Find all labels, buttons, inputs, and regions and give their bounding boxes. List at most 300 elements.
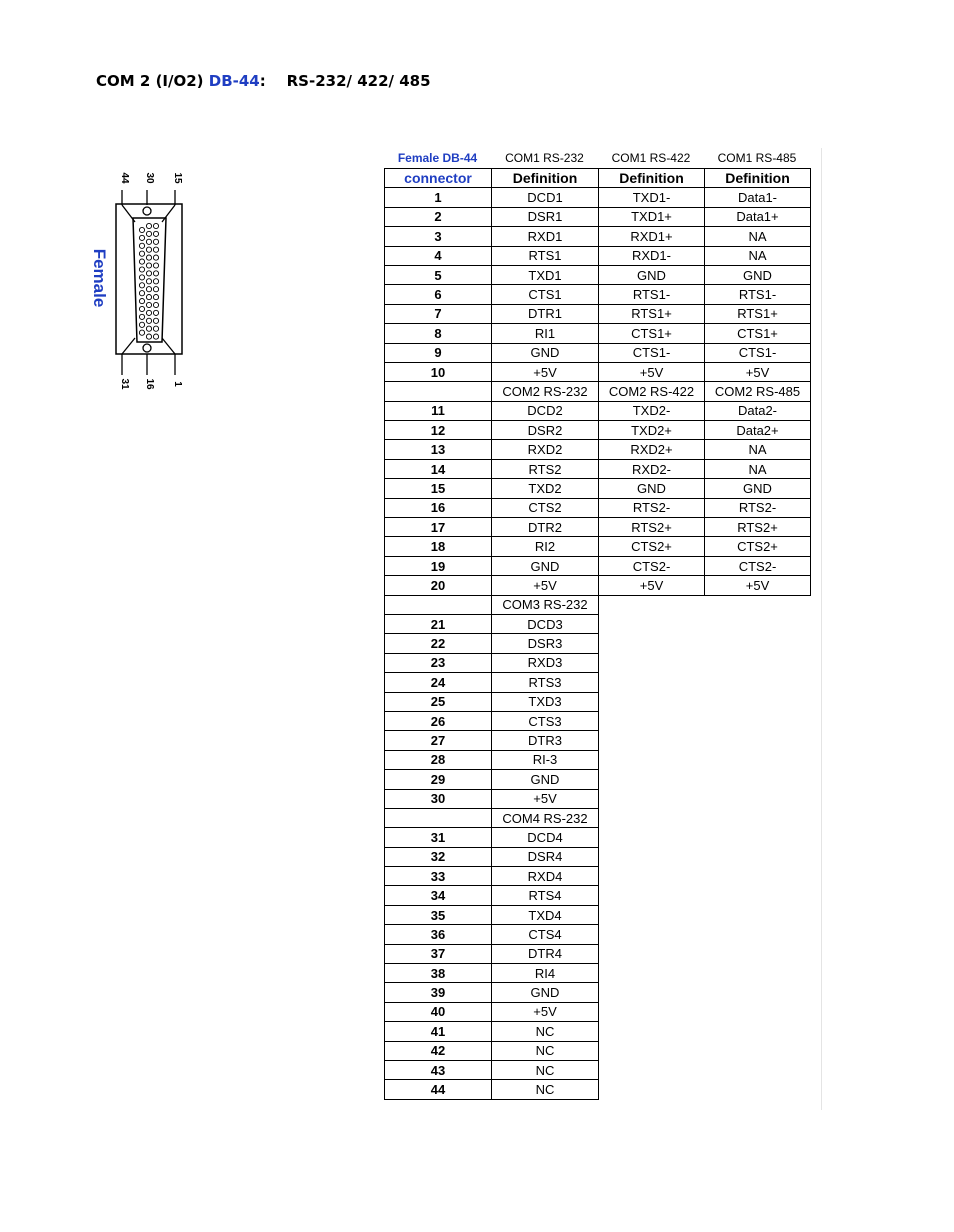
col-header-definition-rs485: Definition — [705, 169, 811, 188]
rs422-definition: TXD2- — [599, 401, 705, 420]
pin-dot — [146, 326, 151, 331]
rs232-definition: RTS1 — [492, 246, 599, 265]
table-row — [385, 1080, 811, 1099]
rs232-definition: DCD4 — [492, 828, 599, 847]
pin-label-1: 1 — [172, 381, 183, 387]
rs232-definition: GND — [492, 770, 599, 789]
rs422-definition: TXD2+ — [599, 421, 705, 440]
table-row — [385, 692, 811, 711]
rs232-definition: NC — [492, 1022, 599, 1041]
pin-number: 18 — [385, 537, 492, 556]
screw-hole-top — [143, 207, 151, 215]
rs232-definition: RI2 — [492, 537, 599, 556]
pin-number: 27 — [385, 731, 492, 750]
pin-dot — [139, 291, 144, 296]
table-row — [385, 944, 811, 963]
rs232-definition: RTS4 — [492, 886, 599, 905]
rs232-definition: RTS2 — [492, 459, 599, 478]
rs232-definition: CTS3 — [492, 711, 599, 730]
pin-label-31: 31 — [119, 378, 130, 390]
pin-number: 4 — [385, 246, 492, 265]
title-colon: : — [259, 72, 266, 90]
rs232-definition: NC — [492, 1060, 599, 1079]
table-row — [385, 227, 811, 246]
connector-pins — [139, 223, 158, 339]
empty-cell — [705, 614, 811, 633]
pin-number: 19 — [385, 556, 492, 575]
table-row — [385, 207, 811, 226]
table-row — [385, 614, 811, 633]
pin-dot — [139, 275, 144, 280]
pin-dot — [146, 287, 151, 292]
rs485-definition: +5V — [705, 362, 811, 381]
pin-dot — [146, 255, 151, 260]
pin-dot — [146, 231, 151, 236]
pin-number: 6 — [385, 285, 492, 304]
table-row — [385, 770, 811, 789]
pin-number: 25 — [385, 692, 492, 711]
table-row — [385, 886, 811, 905]
empty-cell — [599, 789, 705, 808]
empty-cell — [705, 847, 811, 866]
rs232-definition: RI4 — [492, 964, 599, 983]
rs485-definition: Data2+ — [705, 421, 811, 440]
rs232-definition: +5V — [492, 362, 599, 381]
table-row — [385, 711, 811, 730]
pin-number: 15 — [385, 479, 492, 498]
title-link: DB-44 — [208, 72, 260, 90]
col-header-connector: connector — [385, 169, 492, 188]
empty-cell — [599, 828, 705, 847]
empty-cell — [599, 1002, 705, 1021]
db44-connector-diagram — [90, 160, 200, 400]
empty-cell — [599, 770, 705, 789]
rs232-definition: TXD4 — [492, 905, 599, 924]
empty-cell — [599, 1041, 705, 1060]
empty-cell — [705, 595, 811, 614]
rs485-definition: RTS2- — [705, 498, 811, 517]
table-row — [385, 498, 811, 517]
pin-number: 29 — [385, 770, 492, 789]
rs232-definition: DTR3 — [492, 731, 599, 750]
empty-cell — [599, 808, 705, 827]
empty-cell — [705, 653, 811, 672]
pin-dot — [139, 235, 144, 240]
screw-hole-bottom — [143, 344, 151, 352]
section-header-com3 — [385, 595, 811, 614]
pin-number: 34 — [385, 886, 492, 905]
table-row — [385, 265, 811, 284]
rs232-definition: +5V — [492, 789, 599, 808]
pin-label-15: 15 — [172, 172, 183, 184]
rs232-definition: GND — [492, 343, 599, 362]
rs232-definition: RXD4 — [492, 867, 599, 886]
rs485-definition: Data1- — [705, 188, 811, 207]
pin-number: 11 — [385, 401, 492, 420]
rs232-definition: RI1 — [492, 324, 599, 343]
column-header-row — [385, 169, 811, 188]
rs232-definition: DCD2 — [492, 401, 599, 420]
rs485-definition: GND — [705, 265, 811, 284]
rs232-definition: RXD1 — [492, 227, 599, 246]
table-row — [385, 750, 811, 769]
table-row — [385, 731, 811, 750]
rs232-definition: RXD2 — [492, 440, 599, 459]
pin-dot — [146, 263, 151, 268]
pin-dot — [139, 306, 144, 311]
section-header-com2 — [385, 382, 811, 401]
col-header-definition-rs422: Definition — [599, 169, 705, 188]
empty-cell — [705, 692, 811, 711]
pin-number: 3 — [385, 227, 492, 246]
empty-cell — [705, 711, 811, 730]
pin-number: 40 — [385, 1002, 492, 1021]
empty-cell — [705, 808, 811, 827]
section-com2-rs232: COM2 RS-232 — [492, 382, 599, 401]
table-row — [385, 789, 811, 808]
rs422-definition: RXD2+ — [599, 440, 705, 459]
rs422-definition: RXD2- — [599, 459, 705, 478]
empty-cell — [705, 770, 811, 789]
rs485-definition: Data2- — [705, 401, 811, 420]
rs485-definition: NA — [705, 459, 811, 478]
rs232-definition: GND — [492, 556, 599, 575]
pin-dot — [139, 330, 144, 335]
pin-number: 35 — [385, 905, 492, 924]
pin-dot — [153, 310, 158, 315]
empty-cell — [599, 731, 705, 750]
rs232-definition: CTS2 — [492, 498, 599, 517]
empty-cell — [599, 944, 705, 963]
empty-cell — [705, 983, 811, 1002]
pin-dot — [153, 255, 158, 260]
empty-cell — [705, 944, 811, 963]
rs422-definition: TXD1+ — [599, 207, 705, 226]
pin-number: 30 — [385, 789, 492, 808]
pin-number: 37 — [385, 944, 492, 963]
rs232-definition: TXD3 — [492, 692, 599, 711]
female-db44-label: Female DB-44 — [397, 151, 478, 165]
empty-cell — [705, 828, 811, 847]
table-row — [385, 479, 811, 498]
pin-label-44: 44 — [119, 172, 130, 184]
rs232-definition: DTR4 — [492, 944, 599, 963]
pin-label-30: 30 — [144, 172, 155, 184]
pin-number: 41 — [385, 1022, 492, 1041]
empty-cell — [599, 653, 705, 672]
pin-number: 7 — [385, 304, 492, 323]
top-col-com1-rs485: COM1 RS-485 — [717, 151, 797, 165]
table-row — [385, 1002, 811, 1021]
rs232-definition: NC — [492, 1080, 599, 1099]
pin-number: 13 — [385, 440, 492, 459]
rs485-definition: +5V — [705, 576, 811, 595]
pin-number: 1 — [385, 188, 492, 207]
empty-cell — [705, 634, 811, 653]
table-row — [385, 905, 811, 924]
rs232-definition: RI-3 — [492, 750, 599, 769]
empty-cell — [705, 750, 811, 769]
empty-cell — [705, 789, 811, 808]
rs232-definition: DTR2 — [492, 518, 599, 537]
pin-dot — [153, 318, 158, 323]
pin-dot — [153, 334, 158, 339]
empty-cell — [705, 1060, 811, 1079]
empty-cell — [599, 925, 705, 944]
rs232-definition: CTS4 — [492, 925, 599, 944]
empty-cell — [705, 1080, 811, 1099]
rs485-definition: NA — [705, 440, 811, 459]
page-title — [96, 72, 431, 90]
table-row — [385, 964, 811, 983]
table-row — [385, 401, 811, 420]
rs232-definition: TXD1 — [492, 265, 599, 284]
section-blank — [385, 382, 492, 401]
empty-cell — [599, 1060, 705, 1079]
pin-number: 16 — [385, 498, 492, 517]
table-row — [385, 673, 811, 692]
empty-cell — [705, 905, 811, 924]
top-col-com1-rs232: COM1 RS-232 — [505, 151, 584, 165]
empty-cell — [705, 925, 811, 944]
empty-cell — [599, 673, 705, 692]
table-row — [385, 983, 811, 1002]
section-com2-rs422: COM2 RS-422 — [599, 382, 705, 401]
pin-dot — [139, 267, 144, 272]
rs232-definition: DSR2 — [492, 421, 599, 440]
rs485-definition: RTS1- — [705, 285, 811, 304]
table-row — [385, 324, 811, 343]
pin-number: 17 — [385, 518, 492, 537]
pin-number: 32 — [385, 847, 492, 866]
pin-number: 21 — [385, 614, 492, 633]
rs232-definition: CTS1 — [492, 285, 599, 304]
pin-dot — [153, 271, 158, 276]
pin-dot — [146, 247, 151, 252]
pin-number: 36 — [385, 925, 492, 944]
empty-cell — [705, 731, 811, 750]
pin-dot — [139, 283, 144, 288]
rs485-definition: NA — [705, 227, 811, 246]
empty-cell — [599, 750, 705, 769]
rs422-definition: CTS1+ — [599, 324, 705, 343]
rs485-definition: CTS2- — [705, 556, 811, 575]
rs422-definition: +5V — [599, 576, 705, 595]
pin-number: 31 — [385, 828, 492, 847]
table-row — [385, 421, 811, 440]
table-row — [385, 459, 811, 478]
pin-definition-table — [384, 168, 811, 1100]
pin-dot — [153, 279, 158, 284]
section-blank — [385, 595, 492, 614]
section-header-com4 — [385, 808, 811, 827]
table-row — [385, 576, 811, 595]
pin-number: 33 — [385, 867, 492, 886]
pin-dot — [153, 239, 158, 244]
top-col-com1-rs422: COM1 RS-422 — [611, 151, 691, 165]
empty-cell — [705, 1022, 811, 1041]
empty-cell — [599, 847, 705, 866]
table-row — [385, 1022, 811, 1041]
empty-cell — [599, 886, 705, 905]
rs232-definition: RXD3 — [492, 653, 599, 672]
rs232-definition: NC — [492, 1041, 599, 1060]
table-row — [385, 246, 811, 265]
pin-label-16: 16 — [144, 378, 155, 390]
table-row — [385, 188, 811, 207]
rs422-definition: GND — [599, 265, 705, 284]
pin-dot — [146, 271, 151, 276]
rs422-definition: RTS2+ — [599, 518, 705, 537]
table-row — [385, 925, 811, 944]
rs485-definition: CTS1+ — [705, 324, 811, 343]
page-divider — [821, 148, 822, 1110]
rs485-definition: NA — [705, 246, 811, 265]
table-row — [385, 285, 811, 304]
table-row — [385, 537, 811, 556]
col-header-definition-rs232: Definition — [492, 169, 599, 188]
rs232-definition: GND — [492, 983, 599, 1002]
rs422-definition: GND — [599, 479, 705, 498]
rs232-definition: DCD1 — [492, 188, 599, 207]
rs422-definition: RTS1+ — [599, 304, 705, 323]
pin-number: 28 — [385, 750, 492, 769]
empty-cell — [599, 1080, 705, 1099]
empty-cell — [705, 673, 811, 692]
empty-cell — [599, 867, 705, 886]
pin-dot — [146, 318, 151, 323]
table-row — [385, 304, 811, 323]
pin-number: 20 — [385, 576, 492, 595]
rs422-definition: RXD1- — [599, 246, 705, 265]
rs422-definition: TXD1- — [599, 188, 705, 207]
rs232-definition: DSR3 — [492, 634, 599, 653]
pin-dot — [146, 295, 151, 300]
rs232-definition: DCD3 — [492, 614, 599, 633]
rs232-definition: DSR1 — [492, 207, 599, 226]
empty-cell — [599, 614, 705, 633]
empty-cell — [599, 634, 705, 653]
empty-cell — [705, 867, 811, 886]
rs232-definition: +5V — [492, 1002, 599, 1021]
rs422-definition: CTS2+ — [599, 537, 705, 556]
pin-dot — [139, 314, 144, 319]
rs232-definition: +5V — [492, 576, 599, 595]
rs232-definition: DSR4 — [492, 847, 599, 866]
pin-number: 8 — [385, 324, 492, 343]
pin-dot — [146, 279, 151, 284]
empty-cell — [599, 983, 705, 1002]
section-com2-rs485: COM2 RS-485 — [705, 382, 811, 401]
pin-dot — [153, 287, 158, 292]
table-row — [385, 362, 811, 381]
pin-number: 38 — [385, 964, 492, 983]
pin-number: 9 — [385, 343, 492, 362]
pin-number: 5 — [385, 265, 492, 284]
pin-dot — [139, 299, 144, 304]
pin-dot — [153, 223, 158, 228]
pin-dot — [153, 263, 158, 268]
pin-dot — [146, 302, 151, 307]
rs232-definition: TXD2 — [492, 479, 599, 498]
empty-cell — [705, 886, 811, 905]
rs422-definition: RTS2- — [599, 498, 705, 517]
pin-dot — [146, 334, 151, 339]
rs422-definition: CTS2- — [599, 556, 705, 575]
pin-dot — [139, 322, 144, 327]
empty-cell — [599, 595, 705, 614]
pin-dot — [153, 231, 158, 236]
pin-dot — [139, 227, 144, 232]
rs422-definition: +5V — [599, 362, 705, 381]
empty-cell — [599, 692, 705, 711]
pin-number: 14 — [385, 459, 492, 478]
pin-dot — [153, 295, 158, 300]
pin-dot — [139, 243, 144, 248]
section-com4-rs232: COM4 RS-232 — [492, 808, 599, 827]
rs422-definition: RTS1- — [599, 285, 705, 304]
empty-cell — [705, 1041, 811, 1060]
pin-number: 39 — [385, 983, 492, 1002]
pin-number: 24 — [385, 673, 492, 692]
table-row — [385, 828, 811, 847]
pin-table-body — [385, 169, 811, 1100]
pin-dot — [139, 259, 144, 264]
table-row — [385, 847, 811, 866]
rs485-definition: CTS1- — [705, 343, 811, 362]
pin-number: 43 — [385, 1060, 492, 1079]
table-row — [385, 867, 811, 886]
pin-dot — [146, 223, 151, 228]
pin-number: 44 — [385, 1080, 492, 1099]
pin-dot — [153, 302, 158, 307]
pin-number: 23 — [385, 653, 492, 672]
pin-number: 10 — [385, 362, 492, 381]
empty-cell — [705, 964, 811, 983]
title-prefix: COM 2 (I/O2) — [96, 72, 209, 90]
pin-number: 42 — [385, 1041, 492, 1060]
rs485-definition: GND — [705, 479, 811, 498]
rs485-definition: RTS2+ — [705, 518, 811, 537]
empty-cell — [599, 964, 705, 983]
pin-dot — [153, 247, 158, 252]
pin-number: 2 — [385, 207, 492, 226]
table-row — [385, 653, 811, 672]
title-suffix: RS-232/ 422/ 485 — [286, 72, 431, 90]
rs485-definition: Data1+ — [705, 207, 811, 226]
table-row — [385, 1060, 811, 1079]
section-com3-rs232: COM3 RS-232 — [492, 595, 599, 614]
empty-cell — [599, 1022, 705, 1041]
rs485-definition: RTS1+ — [705, 304, 811, 323]
rs232-definition: DTR1 — [492, 304, 599, 323]
rs422-definition: RXD1+ — [599, 227, 705, 246]
pin-dot — [139, 251, 144, 256]
pin-dot — [146, 310, 151, 315]
rs232-definition: RTS3 — [492, 673, 599, 692]
pin-number: 22 — [385, 634, 492, 653]
pin-dot — [146, 239, 151, 244]
female-label: Female — [90, 248, 109, 308]
pin-number: 26 — [385, 711, 492, 730]
rs485-definition: CTS2+ — [705, 537, 811, 556]
table-row — [385, 556, 811, 575]
empty-cell — [705, 1002, 811, 1021]
pin-dot — [153, 326, 158, 331]
pin-number: 12 — [385, 421, 492, 440]
table-row — [385, 518, 811, 537]
empty-cell — [599, 711, 705, 730]
